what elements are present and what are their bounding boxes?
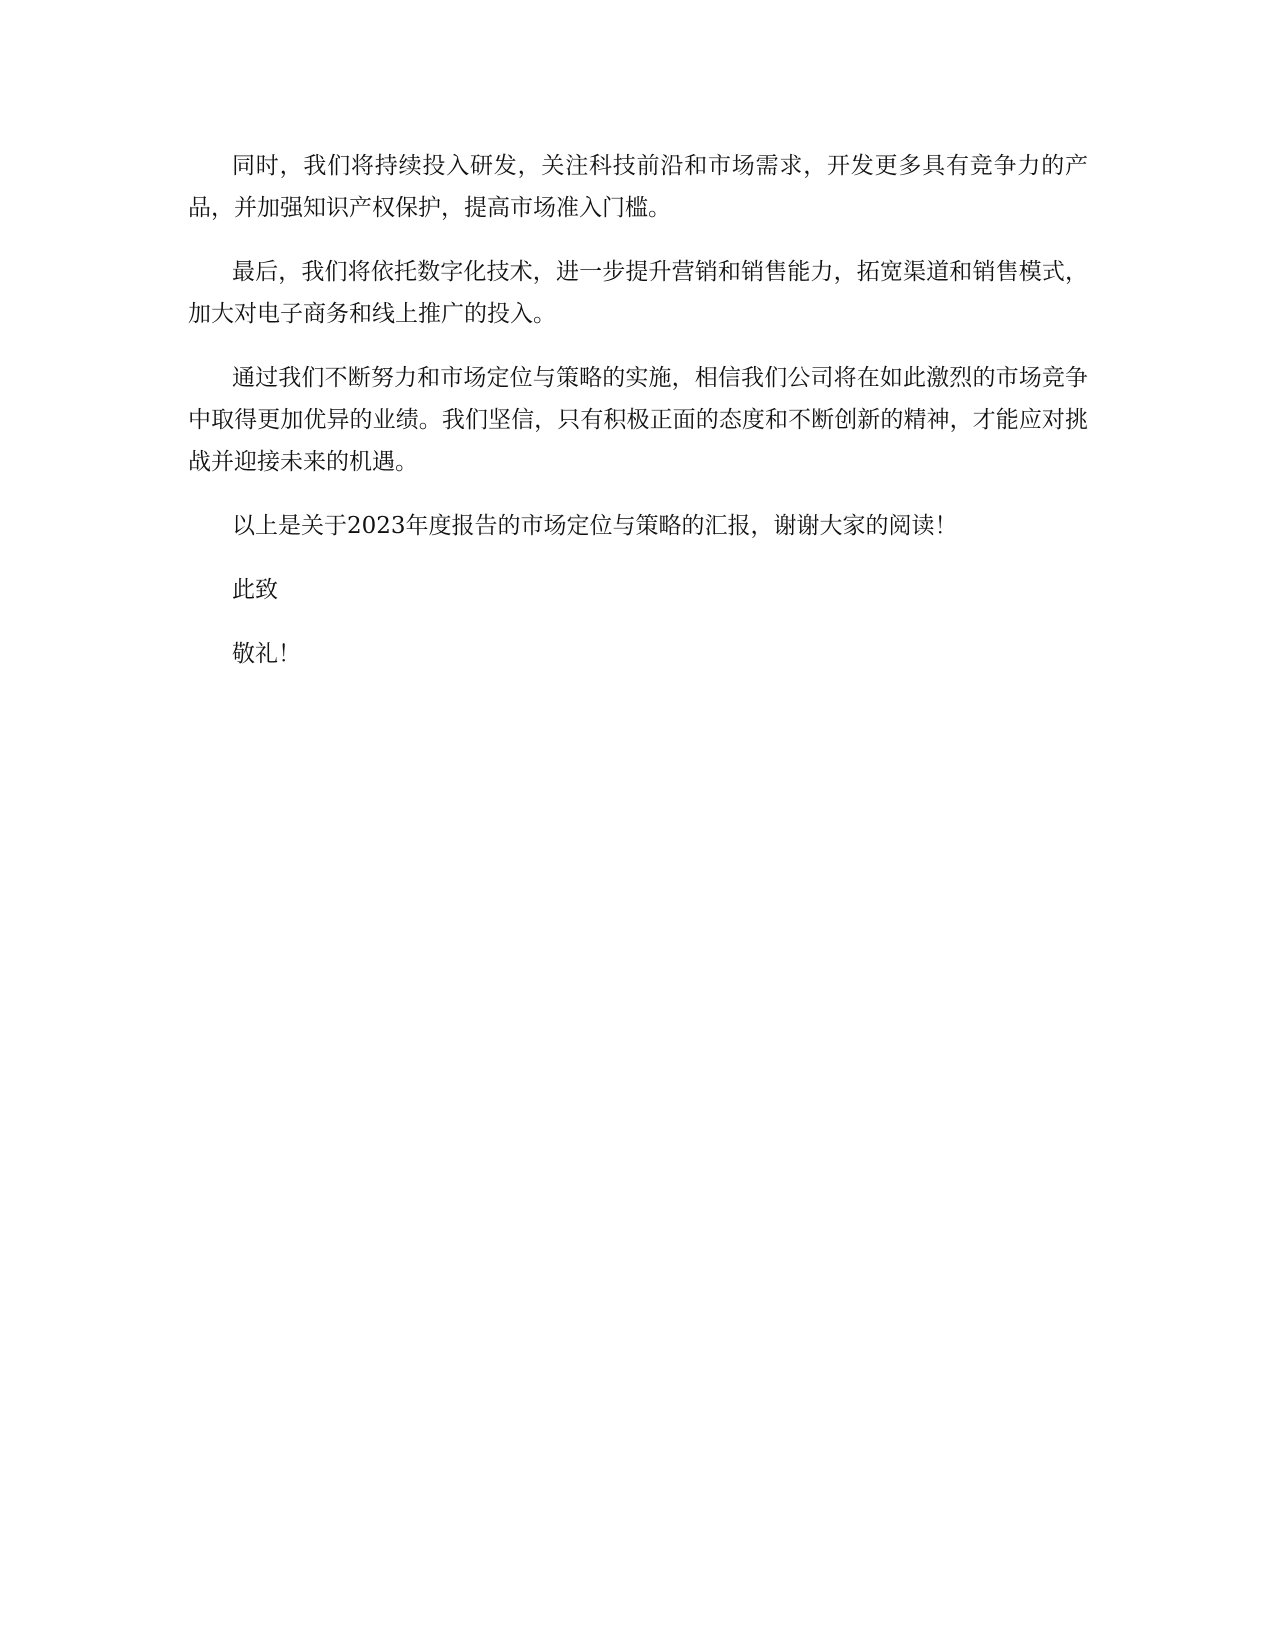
document-body [188,145,1088,697]
closing-salutation: 此致 [232,577,278,603]
paragraph-digital-marketing: 最后，我们将依托数字化技术，进一步提升营销和销售能力，拓宽渠道和销售模式，加大对电子商务和线上推广的投入。 [188,259,1088,327]
paragraph-report-summary: 以上是关于2023年度报告的市场定位与策略的汇报，谢谢大家的阅读！ [232,513,958,539]
paragraph-confidence: 通过我们不断努力和市场定位与策略的实施，相信我们公司将在如此激烈的市场竞争中取得更加优异的业绩。我们坚信，只有积极正面的态度和不断创新的精神，才能应对挑战并迎接未来的机遇。 [188,365,1088,475]
closing-regards: 敬礼！ [232,641,301,667]
paragraph-rd-investment: 同时，我们将持续投入研发，关注科技前沿和市场需求，开发更多具有竞争力的产品，并加强知识产权保护，提高市场准入门槛。 [188,153,1088,221]
